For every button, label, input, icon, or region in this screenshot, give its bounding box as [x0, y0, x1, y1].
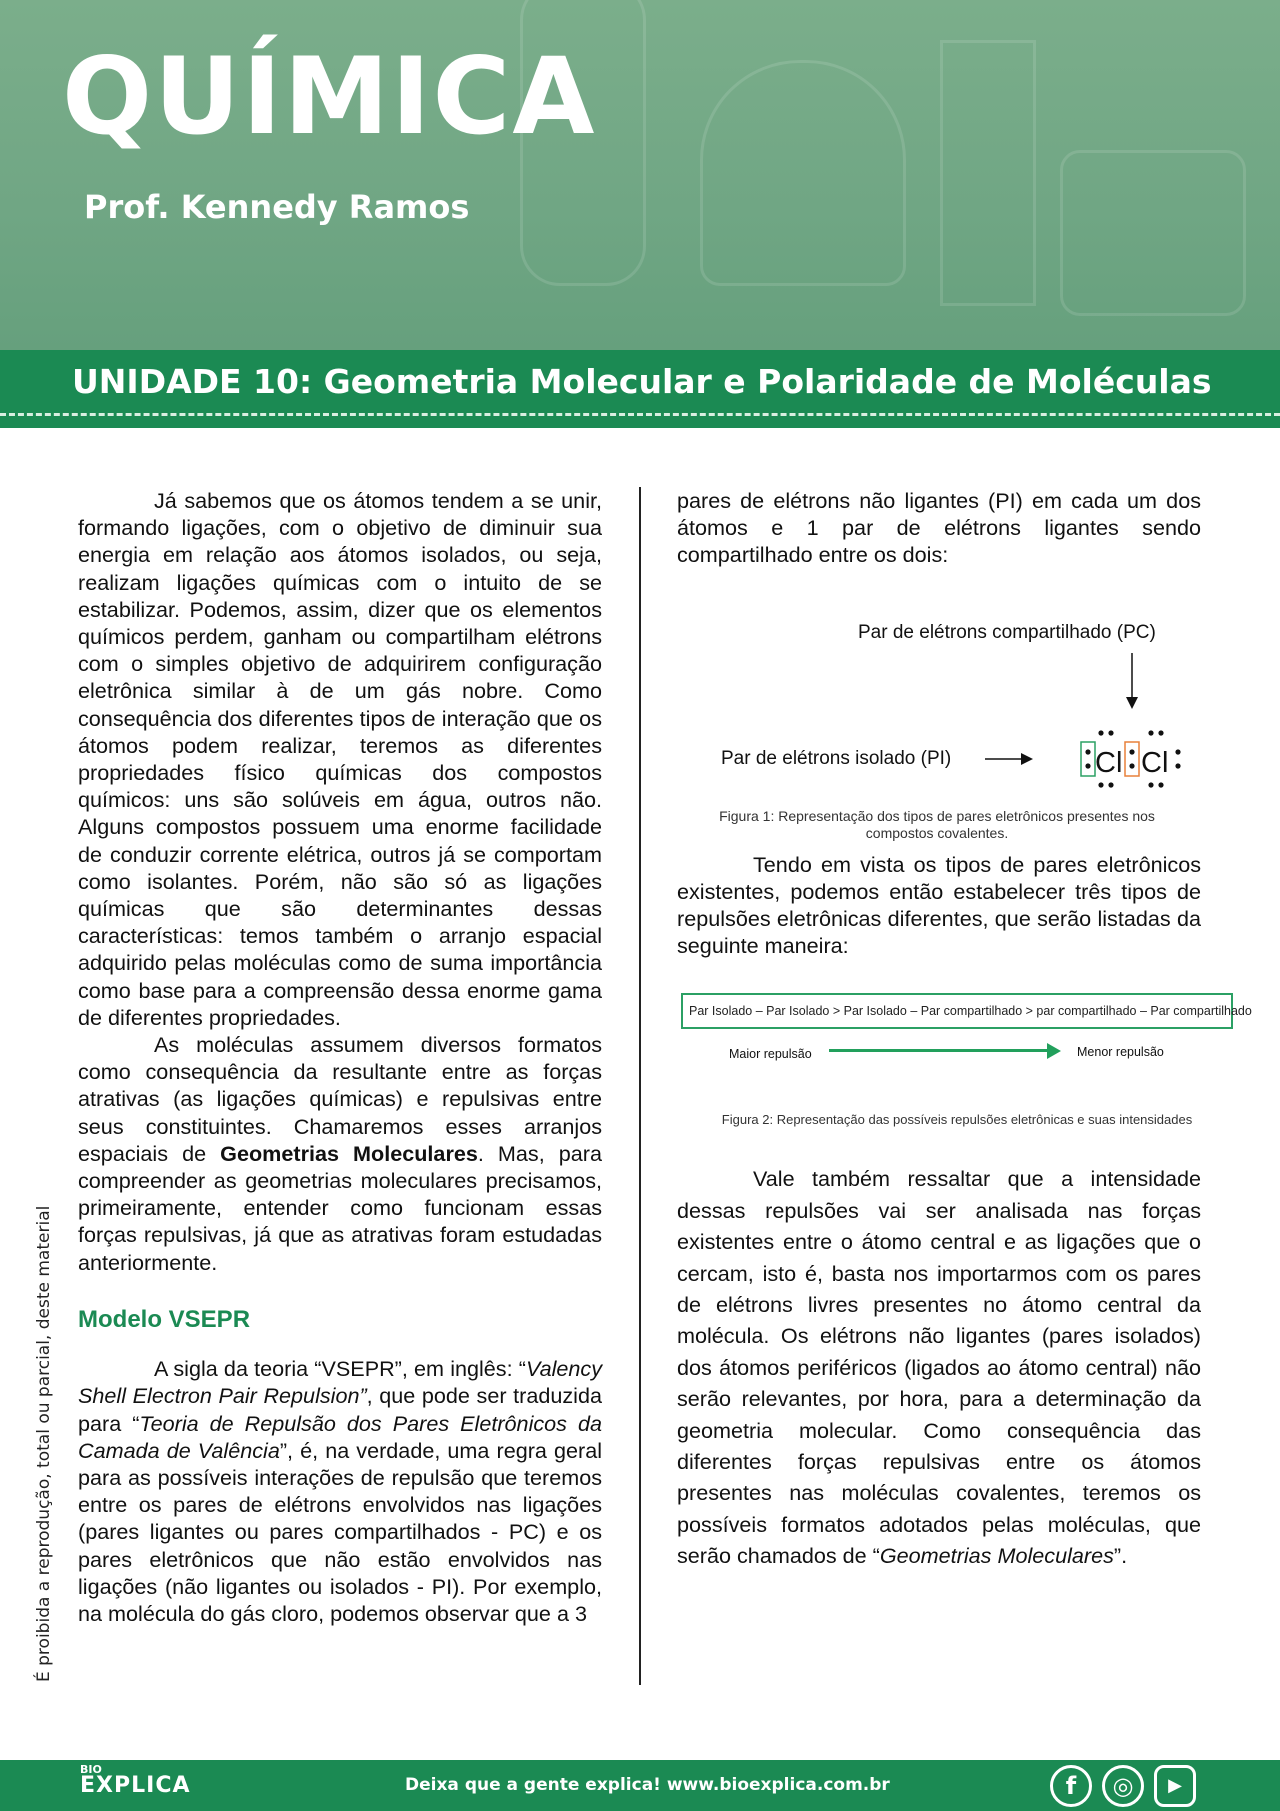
pi-arrow-head [1021, 753, 1033, 765]
logo-top: BIO [80, 1763, 102, 1776]
paragraph-pairs: pares de elétrons não ligantes (PI) em cada um dos átomos e 1 par de elétrons ligantes sendo compartilhado entre os dois: [677, 488, 1201, 568]
instagram-icon[interactable]: ◎ [1102, 1765, 1144, 1807]
max-repulsion-label: Maior repulsão [729, 1047, 812, 1062]
figure-1 [677, 591, 1201, 851]
decor-shape [700, 60, 906, 286]
repulsion-order-box: Par Isolado – Par Isolado > Par Isolado – Par compartilhado > par compartilhado – Par compartilhado [681, 993, 1233, 1029]
repulsion-arrow-line [829, 1049, 1049, 1052]
right-column [677, 487, 1252, 1572]
youtube-icon[interactable]: ▶ [1154, 1765, 1196, 1807]
brand-title: QUÍMICA [62, 35, 597, 158]
paragraph-geometries: As moléculas assumem diversos formatos como consequência da resultante entre as forças atrativas (as ligações químicas) e repulsivas entre seus constituintes. Chamaremos esses arranjos espaciais de Geometrias Moleculares. Mas, para compreender as geometrias moleculares precisamos, primeiramente, entender como funcionam essas forças repulsivas, já que as atrativas foram estudadas anteriormente. [78, 1032, 603, 1275]
pc-highlight-box [1125, 742, 1139, 776]
header-banner [0, 0, 1280, 350]
unit-title: UNIDADE 10: Geometria Molecular e Polaridade de Moléculas [72, 362, 1212, 401]
section-heading: Modelo VSEPR [78, 1305, 251, 1333]
dashed-divider [0, 413, 1280, 416]
decor-shape [1060, 150, 1246, 316]
footer [0, 1760, 1280, 1811]
pi-label: Par de elétrons isolado (PI) [721, 747, 952, 769]
figure-2-caption: Figura 2: Representação das possíveis repulsões eletrônicas e suas intensidades [721, 1112, 1193, 1128]
paragraph-intro: Já sabemos que os átomos tendem a se unir, formando ligações, com o objetivo de diminuir sua energia em relação aos átomos isolados, ou seja, realizam ligações químicas com o intuito de se estabilizar. Podemos, assim, dizer que os elementos químicos perdem, ganham ou compartilham elétrons com o simples objetivo de adquirirem configuração eletrônica similar à de um gás nobre. Como consequência dos diferentes tipos de interação que os átomos podem realizar, teremos as diferentes propriedades físico químicas dos compostos químicos: uns são solúveis em água, outros não. Alguns compostos possuem uma enorme facilidade de conduzir corrente elétrica, outros já se comportam como isolantes. Porém, não são só as ligações químicas que são determinantes dessas características: temos também o arranjo espacial adquirido pelas moléculas como de suma importância como base para a compreensão dessa enorme gama de diferentes propriedades. [78, 488, 602, 1030]
bold-term: Geometrias Moleculares [220, 1140, 478, 1166]
footer-tagline[interactable]: Deixa que a gente explica! www.bioexplica.com.br [405, 1775, 890, 1795]
repulsion-arrow-head [1047, 1043, 1061, 1059]
copyright-notice: É proibida a reprodução, total ou parcial, deste material [34, 1205, 54, 1682]
column-divider [639, 487, 641, 1685]
paragraph-intensity: Vale também ressaltar que a intensidade dessas repulsões vai ser analisada nas forças existentes entre o átomo central e as ligações que o cercam, isto é, basta nos importarmos com os pares de elétrons livres presentes no átomo central da molécula. Os elétrons não ligantes (pares isolados) dos átomos periféricos (ligados ao átomo central) não serão relevantes, por hora, para a determinação da geometria molecular. Como consequência das diferentes forças repulsivas entre os átomos presentes nas moléculas covalentes, teremos os possíveis formatos adotados pelas moléculas, que serão chamados de “Geometrias Moleculares”. [677, 1166, 1201, 1569]
figure-2 [677, 993, 1252, 1143]
pc-label: Par de elétrons compartilhado (PC) [858, 621, 1156, 643]
left-column [78, 487, 602, 1627]
paragraph-vsepr: A sigla da teoria “VSEPR”, em inglês: “Valency Shell Electron Pair Repulsion”, que pode ser traduzida para “Teoria de Repulsão dos Pares Eletrônicos da Camada de Valência”, é, na verdade, uma regra geral para as possíveis interações de repulsão que teremos entre os pares de elétrons envolvidos nas ligações (pares ligantes ou pares compartilhados - PC) e os pares eletrônicos que não estão envolvidos nas ligações (não ligantes ou isolados - PI). Por exemplo, na molécula do gás cloro, podemos observar que a 3 [78, 1356, 603, 1626]
unit-band [0, 350, 1280, 428]
paragraph-repulsions: Tendo em vista os tipos de pares eletrônicos existentes, podemos então estabelecer três tipos de repulsões eletrônicas diferentes, que serão listadas da seguinte maneira: [677, 851, 1201, 959]
pi-highlight-box [1081, 742, 1095, 776]
pc-arrow-head [1126, 697, 1138, 709]
figure-1-caption: Figura 1: Representação dos tipos de pares eletrônicos presentes nos compostos covalentes. [719, 807, 1155, 841]
brand-subtitle: Prof. Kennedy Ramos [84, 188, 470, 226]
logo-main: EXPLICA [80, 1773, 191, 1798]
bioexplica-logo[interactable] [80, 1764, 191, 1797]
atom-cl-left: Cl [1095, 746, 1123, 779]
atom-cl-right: Cl [1141, 746, 1169, 779]
facebook-icon[interactable]: f [1050, 1765, 1092, 1807]
decor-shape [940, 40, 1036, 306]
min-repulsion-label: Menor repulsão [1077, 1045, 1164, 1060]
